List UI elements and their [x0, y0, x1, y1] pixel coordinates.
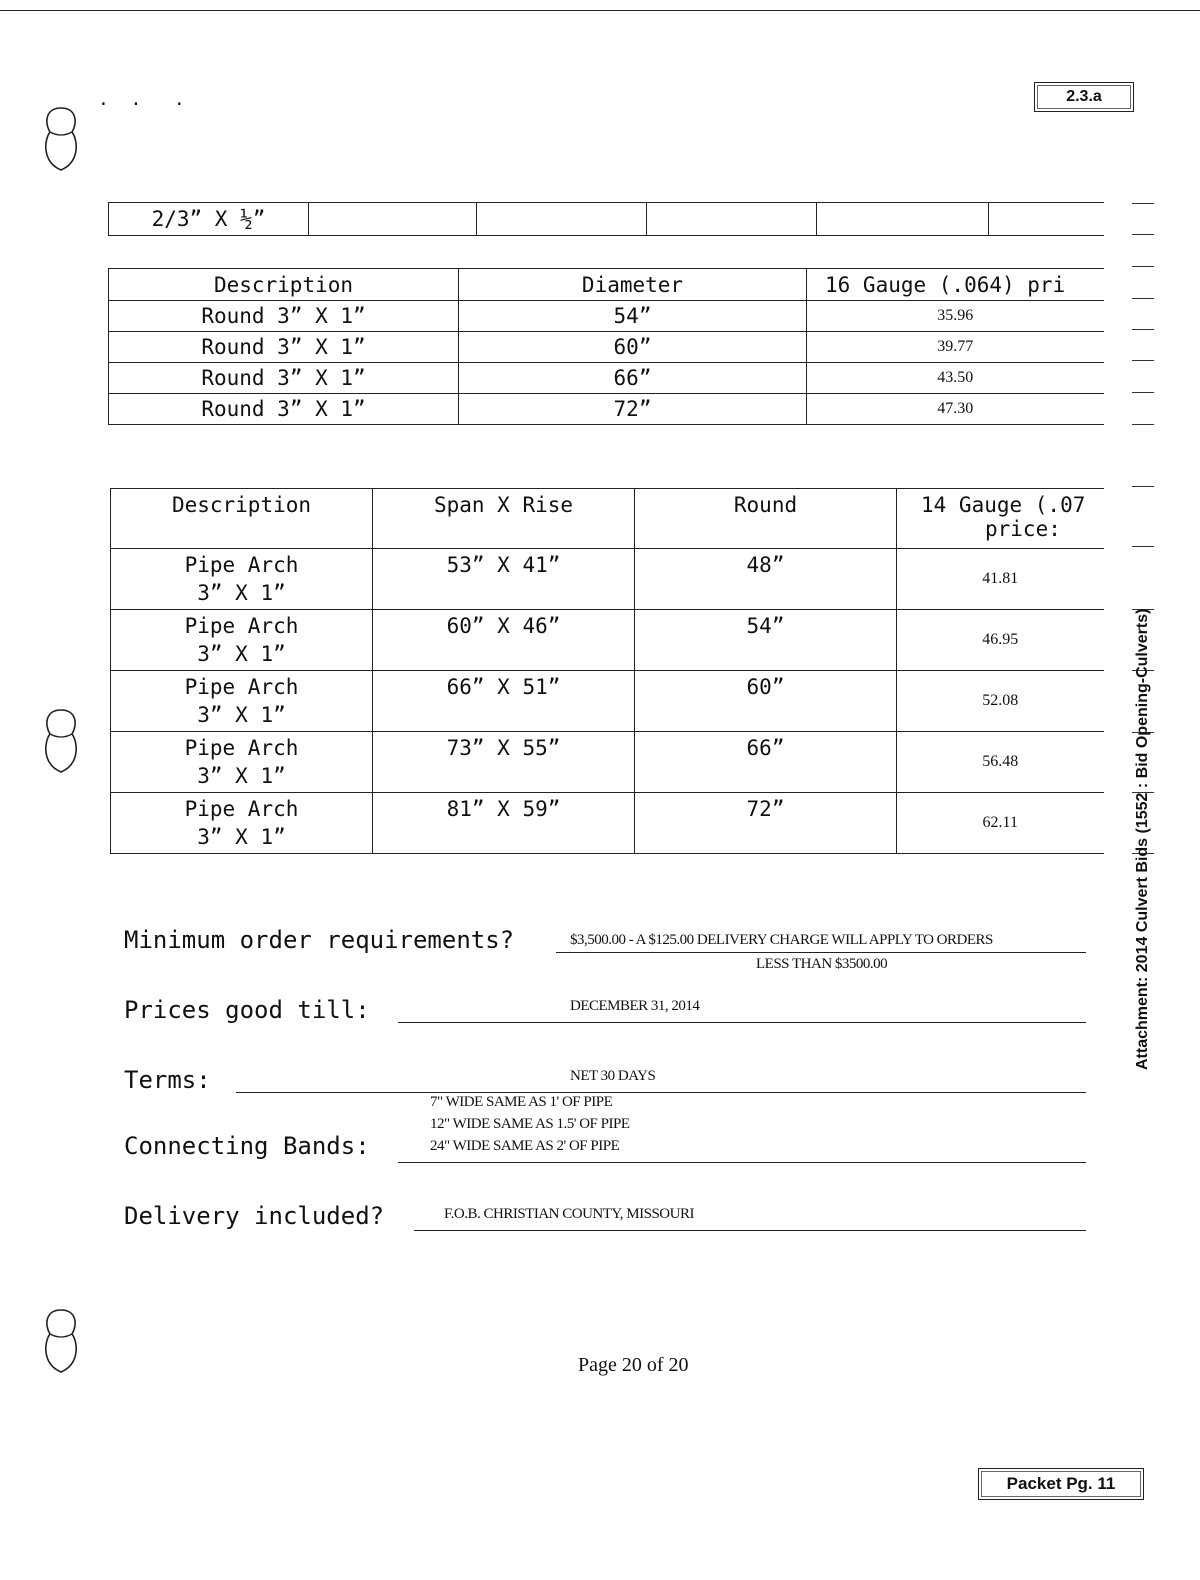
price-cell: 35.96	[807, 301, 1104, 332]
table-row	[111, 793, 1104, 854]
description-cell	[111, 610, 373, 671]
min-order-value-cont: LESS THAN $3500.00	[756, 956, 888, 972]
binder-hole-icon	[40, 1306, 82, 1376]
description-line: 3” X 1”	[197, 825, 286, 849]
description-cell	[111, 549, 373, 610]
description-cell: Round 3” X 1”	[109, 301, 459, 332]
connecting-bands-value: 7" WIDE SAME AS 1' OF PIPE	[430, 1094, 613, 1110]
col-header	[897, 489, 1104, 549]
table-row	[111, 610, 1104, 671]
prices-good-line	[398, 1022, 1086, 1023]
table-header-row	[109, 269, 1104, 301]
description-cell: Round 3” X 1”	[109, 363, 459, 394]
table-row	[111, 671, 1104, 732]
item-badge-label: 2.3.a	[1066, 88, 1102, 105]
price-cell: 41.81	[897, 549, 1104, 610]
fragment-label: 2/3” X ½”	[109, 203, 309, 236]
description-line: 3” X 1”	[197, 764, 286, 788]
table-row	[111, 549, 1104, 610]
terms-value: NET 30 DAYS	[570, 1068, 656, 1084]
col-header: Diameter	[459, 269, 807, 301]
span-rise-cell: 66” X 51”	[373, 671, 635, 732]
description-line: Pipe Arch	[184, 675, 299, 699]
col-header: 16 Gauge (.064) pri	[807, 269, 1104, 301]
prices-good-value: DECEMBER 31, 2014	[570, 998, 700, 1014]
description-cell	[111, 671, 373, 732]
col-header: Description	[111, 489, 373, 549]
description-cell	[111, 732, 373, 793]
min-order-line	[556, 952, 1086, 953]
terms-label: Terms:	[124, 1066, 211, 1094]
table-row	[109, 363, 1104, 394]
binder-hole-icon	[40, 706, 82, 776]
description-line: Pipe Arch	[184, 614, 299, 638]
item-badge	[1034, 82, 1134, 112]
table-row	[109, 301, 1104, 332]
col-header: Span X Rise	[373, 489, 635, 549]
col-header-line: 14 Gauge (.07	[921, 493, 1086, 517]
diameter-cell: 72”	[459, 394, 807, 425]
top-edge-line	[0, 10, 1200, 11]
price-cell: 39.77	[807, 332, 1104, 363]
connecting-bands-label: Connecting Bands:	[124, 1132, 370, 1160]
diameter-cell: 66”	[459, 363, 807, 394]
packet-page-badge	[978, 1468, 1144, 1500]
binder-hole-icon	[40, 104, 82, 174]
terms-line	[236, 1092, 1086, 1093]
round-cell: 60”	[635, 671, 897, 732]
connecting-bands-line	[398, 1162, 1086, 1163]
description-line: Pipe Arch	[184, 736, 299, 760]
description-line: 3” X 1”	[197, 642, 286, 666]
delivery-label: Delivery included?	[124, 1202, 385, 1230]
page-number: Page 20 of 20	[578, 1354, 689, 1376]
pipe-arch-table	[110, 488, 1104, 854]
description-line: 3” X 1”	[197, 581, 286, 605]
scan-dots: · · ·	[98, 94, 185, 115]
col-header: Description	[109, 269, 459, 301]
connecting-bands-value: 12" WIDE SAME AS 1.5' OF PIPE	[430, 1116, 630, 1132]
table-row	[109, 394, 1104, 425]
col-header-line: price:	[985, 517, 1061, 541]
table-header-row	[111, 489, 1104, 549]
prices-good-label: Prices good till:	[124, 996, 370, 1024]
span-rise-cell: 81” X 59”	[373, 793, 635, 854]
round-cell: 72”	[635, 793, 897, 854]
price-cell: 62.11	[897, 793, 1104, 854]
span-rise-cell: 53” X 41”	[373, 549, 635, 610]
description-line: Pipe Arch	[184, 553, 299, 577]
delivery-line	[414, 1230, 1086, 1231]
round-pipe-table	[108, 268, 1104, 425]
description-line: 3” X 1”	[197, 703, 286, 727]
col-header: Round	[635, 489, 897, 549]
span-rise-cell: 60” X 46”	[373, 610, 635, 671]
fragment-table	[108, 202, 1104, 236]
round-cell: 66”	[635, 732, 897, 793]
price-cell: 52.08	[897, 671, 1104, 732]
min-order-value: $3,500.00 - A $125.00 DELIVERY CHARGE WILL APPLY TO ORDERS	[570, 932, 993, 948]
diameter-cell: 60”	[459, 332, 807, 363]
price-cell: 56.48	[897, 732, 1104, 793]
table-row	[111, 732, 1104, 793]
price-cell: 43.50	[807, 363, 1104, 394]
min-order-label: Minimum order requirements?	[124, 926, 515, 954]
table-row	[109, 332, 1104, 363]
packet-page-label: Packet Pg. 11	[1006, 1474, 1116, 1493]
round-cell: 54”	[635, 610, 897, 671]
connecting-bands-value: 24" WIDE SAME AS 2' OF PIPE	[430, 1138, 620, 1154]
description-cell: Round 3” X 1”	[109, 394, 459, 425]
attachment-caption: Attachment: 2014 Culvert Bids (1552 : Bid Opening-Culverts)	[1134, 608, 1151, 1070]
description-cell	[111, 793, 373, 854]
description-line: Pipe Arch	[184, 797, 299, 821]
span-rise-cell: 73” X 55”	[373, 732, 635, 793]
diameter-cell: 54”	[459, 301, 807, 332]
description-cell: Round 3” X 1”	[109, 332, 459, 363]
round-cell: 48”	[635, 549, 897, 610]
delivery-value: F.O.B. CHRISTIAN COUNTY, MISSOURI	[444, 1206, 694, 1222]
price-cell: 47.30	[807, 394, 1104, 425]
price-cell: 46.95	[897, 610, 1104, 671]
